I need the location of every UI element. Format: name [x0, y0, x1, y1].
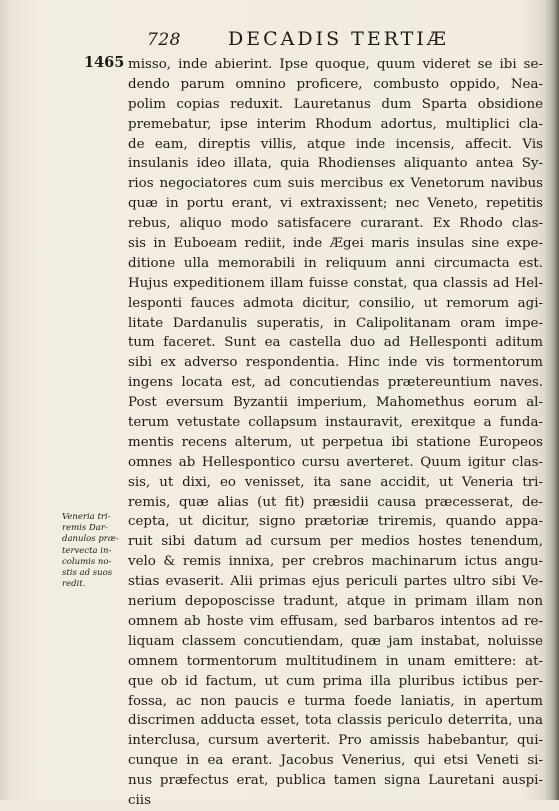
text-line: lesponti fauces admota dicitur, consilio, ut remorum agi-: [128, 295, 543, 311]
text-line: interclusa, cursum averterit. Pro amissis habebantur, qui-: [128, 733, 543, 749]
text-line: ingens locata est, ad concutiendas prætereuntium naves.: [128, 375, 543, 391]
margin-note-line: remis Dar-: [62, 523, 108, 534]
text-line: sis, ut dixi, eo venisset, ita sane accidit, ut Veneria tri-: [128, 474, 543, 490]
text-line: Hujus expeditionem illam fuisse constat, qua classis ad Hel-: [128, 275, 543, 291]
text-line: quæ in portu erant, vi extraxissent; nec Veneto, repetitis: [128, 196, 543, 212]
page-header: [0, 28, 559, 54]
text-line: fossa, ac non paucis e turma foede laniatis, in apertum: [128, 693, 543, 709]
text-line: litate Dardanulis superatis, in Calipolitanam oram impe-: [128, 315, 543, 331]
text-line: sis in Euboeam rediit, inde Ægei maris insulas sine expe-: [128, 236, 543, 252]
text-line: omnem tormentorum multitudinem in unam emittere: at-: [128, 653, 543, 669]
margin-note-line: Veneria tri-: [62, 512, 111, 522]
text-line: Post eversum Byzantii imperium, Mahomethus eorum al-: [128, 395, 543, 411]
text-line: premebatur, ipse interim Rhodum adortus, multiplici cla-: [128, 116, 543, 132]
page-edge-shadow: [545, 0, 559, 800]
text-line: rios negociatores cum suis mercibus ex Venetorum navibus: [128, 176, 543, 192]
text-line: tum faceret. Sunt ea castella duo ad Hellesponti aditum: [128, 335, 543, 351]
text-line: ruit sibi datum ad cursum per medios hostes tenendum,: [128, 534, 543, 550]
text-line: cepta, ut dicitur, signo prætoriæ triremis, quando appa-: [128, 514, 543, 530]
text-line: nerium depoposcisse tradunt, atque in primam illam non: [128, 594, 543, 610]
text-line: omnes ab Hellespontico cursu averteret. Quum igitur clas-: [128, 454, 543, 470]
text-line: cunque in ea erant. Jacobus Venerius, qui etsi Veneti si-: [128, 753, 543, 769]
text-line: discrimen adducta esset, tota classis periculo deterrita, una: [128, 713, 543, 729]
text-line: stias evaserit. Alii primas ejus periculi partes ultro sibi Ve-: [128, 574, 543, 590]
text-line: omnem ab hoste vim effusam, sed barbaros intentos ad re-: [128, 613, 543, 629]
running-title: DECADIS TERTIÆ: [228, 28, 449, 50]
text-line: ciis: [128, 792, 151, 808]
text-line: mentis recens alterum, ut perpetua ibi statione Europeos: [128, 434, 543, 450]
text-line: liquam classem concutiendam, quæ jam instabat, noluisse: [128, 633, 543, 649]
text-line: nus præfectus erat, publica tamen signa Lauretani auspi-: [128, 773, 543, 789]
text-line: remis, quæ alias (ut fit) præsidii causa præcesserat, de-: [128, 494, 543, 510]
text-line: ditione ulla memorabili in reliquum anni circumacta est.: [128, 255, 543, 271]
margin-note-line: columis no-: [62, 556, 112, 567]
body-text: [128, 55, 543, 811]
margin-note-line: stis ad suos: [62, 568, 113, 579]
margin-note-line: redit.: [62, 579, 86, 590]
margin-note-line: tervecta in-: [62, 545, 112, 556]
text-line: insulanis ideo illata, quia Rhodienses aliquanto antea Sy-: [128, 156, 543, 172]
year-marginal-label: 1465: [84, 54, 125, 71]
margin-note: [62, 512, 124, 590]
text-line: de eam, direptis villis, atque inde incensis, affecit. Vis: [128, 136, 543, 152]
text-line: velo & remis innixa, per crebros machinarum ictus angu-: [128, 554, 543, 570]
text-line: dendo parum omnino proficere, combusto oppido, Nea-: [128, 76, 543, 92]
text-line: rebus, aliquo modo satisfacere curarant. Ex Rhodo clas-: [128, 216, 543, 232]
text-line: polim copias reduxit. Lauretanus dum Sparta obsidione: [128, 96, 543, 112]
text-line: que ob id factum, ut cum prima illa pluribus ictibus per-: [128, 673, 543, 689]
text-line: sibi ex adverso respondentia. Hinc inde vis tormentorum: [128, 355, 543, 371]
text-line: terum vetustate collapsum instauravit, erexitque a funda-: [128, 415, 543, 431]
margin-note-line: danulos præ-: [62, 534, 119, 545]
text-line: misso, inde abierint. Ipse quoque, quum videret se ibi se-: [128, 57, 543, 72]
page-number: 728: [147, 30, 181, 50]
